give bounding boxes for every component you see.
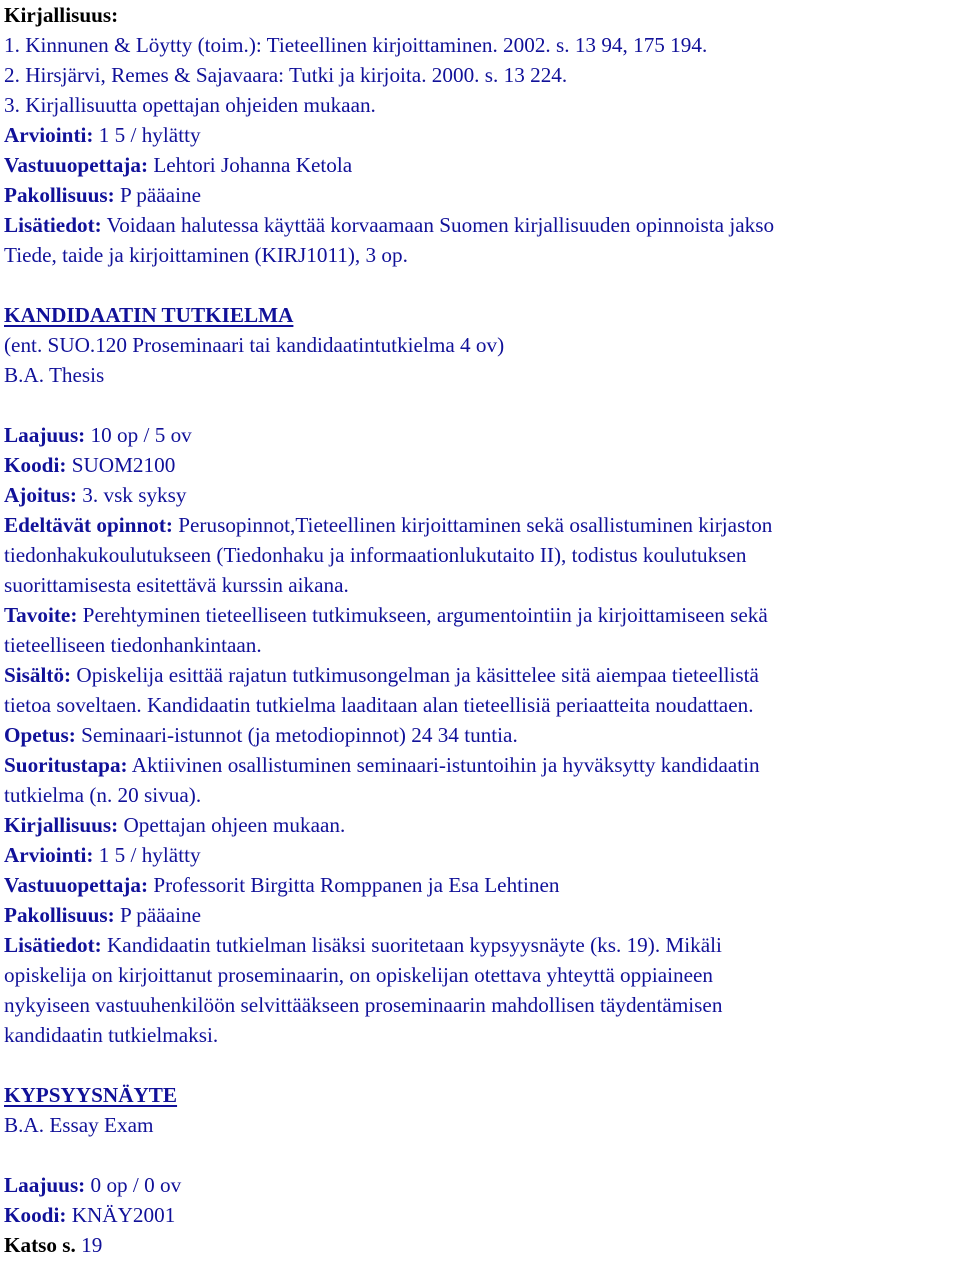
kirjallisuus-label: Kirjallisuus: [4, 813, 119, 837]
lisatiedot-label: Lisätiedot: [4, 933, 102, 957]
edeltavat-text-2: tiedonhakukoulutukseen (Tiedonhaku ja informaationlukutaito II), todistus koulutuksen [4, 543, 747, 567]
katso-value: 19 [81, 1233, 103, 1257]
pakollisuus-label: Pakollisuus: [4, 183, 115, 207]
suoritustapa-text-1: Aktiivinen osallistuminen seminaari-istuntoihin ja hyväksytty kandidaatin [131, 753, 760, 777]
pakollisuus-row [4, 180, 960, 210]
suoritustapa-row [4, 750, 960, 780]
lisatiedot-text-3: nykyiseen vastuuhenkilöön selvittääkseen proseminaarin mahdollisen täydentämisen [4, 993, 723, 1017]
lisatiedot-text-2: opiskelija on kirjoittanut proseminaarin, on opiskelijan otettava yhteyttä oppiaineen [4, 963, 714, 987]
lisatiedot-text-1: Kandidaatin tutkielman lisäksi suoritetaan kypsyysnäyte (ks. 19). Mikäli [107, 933, 722, 957]
laajuus-value: 10 op / 5 ov [90, 423, 192, 447]
spacer [4, 1140, 960, 1170]
ajoitus-value: 3. vsk syksy [82, 483, 187, 507]
lisatiedot-text-2: Tiede, taide ja kirjoittaminen (KIRJ1011), 3 op. [4, 243, 408, 267]
laajuus-label: Laajuus: [4, 423, 86, 447]
koodi-value: KNÄY2001 [71, 1203, 176, 1227]
edeltavat-text-3: suorittamisesta esitettävä kurssin aikana. [4, 573, 349, 597]
katso-label: Katso s. [4, 1233, 76, 1257]
spacer [4, 270, 960, 300]
lisatiedot-row [4, 210, 960, 240]
koodi-label: Koodi: [4, 1203, 67, 1227]
literature-item-3: 3. Kirjallisuutta opettajan ohjeiden mukaan. [4, 93, 376, 117]
vastuuopettaja-row [4, 870, 960, 900]
english-title: B.A. Essay Exam [4, 1113, 154, 1137]
tavoite-text-2: tieteelliseen tiedonhankintaan. [4, 633, 262, 657]
laajuus-row [4, 1170, 960, 1200]
sisalto-text-1: Opiskelija esittää rajatun tutkimusongelman ja käsittelee sitä aiempaa tieteellistä [76, 663, 759, 687]
katso-row [4, 1230, 960, 1260]
opetus-row [4, 720, 960, 750]
pakollisuus-row [4, 900, 960, 930]
suoritustapa-text-2: tutkielma (n. 20 sivua). [4, 783, 202, 807]
sisalto-label: Sisältö: [4, 663, 72, 687]
section-title-kandidaatin-tutkielma: KANDIDAATIN TUTKIELMA [4, 303, 294, 327]
spacer [4, 390, 960, 420]
lisatiedot-text-4: kandidaatin tutkielmaksi. [4, 1023, 219, 1047]
suoritustapa-label: Suoritustapa: [4, 753, 128, 777]
vastuuopettaja-label: Vastuuopettaja: [4, 153, 149, 177]
arviointi-label: Arviointi: [4, 843, 94, 867]
ajoitus-label: Ajoitus: [4, 483, 77, 507]
arviointi-row [4, 120, 960, 150]
vastuuopettaja-value: Professorit Birgitta Romppanen ja Esa Lehtinen [153, 873, 560, 897]
edeltavat-text-1: Perusopinnot,Tieteellinen kirjoittaminen sekä osallistuminen kirjaston [178, 513, 773, 537]
laajuus-row [4, 420, 960, 450]
literature-item-1: 1. Kinnunen & Löytty (toim.): Tieteellinen kirjoittaminen. 2002. s. 13 94, 175 194. [4, 33, 708, 57]
opetus-value: Seminaari-istunnot (ja metodiopinnot) 24 34 tuntia. [81, 723, 518, 747]
edeltavat-row [4, 510, 960, 540]
literature-heading: Kirjallisuus: [4, 3, 119, 27]
lisatiedot-row [4, 930, 960, 960]
koodi-row [4, 1200, 960, 1230]
former-course-note: (ent. SUO.120 Proseminaari tai kandidaatintutkielma 4 ov) [4, 333, 505, 357]
sisalto-text-2: tietoa soveltaen. Kandidaatin tutkielma laaditaan alan tieteellisiä periaatteita noudattaen. [4, 693, 754, 717]
kirjallisuus-row [4, 810, 960, 840]
koodi-row [4, 450, 960, 480]
sisalto-row [4, 660, 960, 690]
pakollisuus-label: Pakollisuus: [4, 903, 115, 927]
laajuus-value: 0 op / 0 ov [90, 1173, 182, 1197]
vastuuopettaja-row [4, 150, 960, 180]
kirjallisuus-value: Opettajan ohjeen mukaan. [123, 813, 346, 837]
vastuuopettaja-value: Lehtori Johanna Ketola [153, 153, 353, 177]
spacer [4, 1050, 960, 1080]
opetus-label: Opetus: [4, 723, 76, 747]
arviointi-label: Arviointi: [4, 123, 94, 147]
section-title-kypsyysnayte: KYPSYYSNÄYTE [4, 1083, 178, 1107]
arviointi-value: 1 5 / hylätty [98, 123, 201, 147]
pakollisuus-value: P pääaine [119, 183, 201, 207]
laajuus-label: Laajuus: [4, 1173, 86, 1197]
literature-item-2: 2. Hirsjärvi, Remes & Sajavaara: Tutki ja kirjoita. 2000. s. 13 224. [4, 63, 568, 87]
arviointi-row [4, 840, 960, 870]
lisatiedot-label: Lisätiedot: [4, 213, 102, 237]
vastuuopettaja-label: Vastuuopettaja: [4, 873, 149, 897]
tavoite-row [4, 600, 960, 630]
koodi-label: Koodi: [4, 453, 67, 477]
pakollisuus-value: P pääaine [119, 903, 201, 927]
edeltavat-label: Edeltävät opinnot: [4, 513, 173, 537]
tavoite-text-1: Perehtyminen tieteelliseen tutkimukseen, argumentointiin ja kirjoittamiseen sekä [82, 603, 768, 627]
tavoite-label: Tavoite: [4, 603, 78, 627]
arviointi-value: 1 5 / hylätty [98, 843, 201, 867]
ajoitus-row [4, 480, 960, 510]
lisatiedot-text-1: Voidaan halutessa käyttää korvaamaan Suomen kirjallisuuden opinnoista jakso [106, 213, 775, 237]
english-title: B.A. Thesis [4, 363, 105, 387]
koodi-value: SUOM2100 [71, 453, 176, 477]
